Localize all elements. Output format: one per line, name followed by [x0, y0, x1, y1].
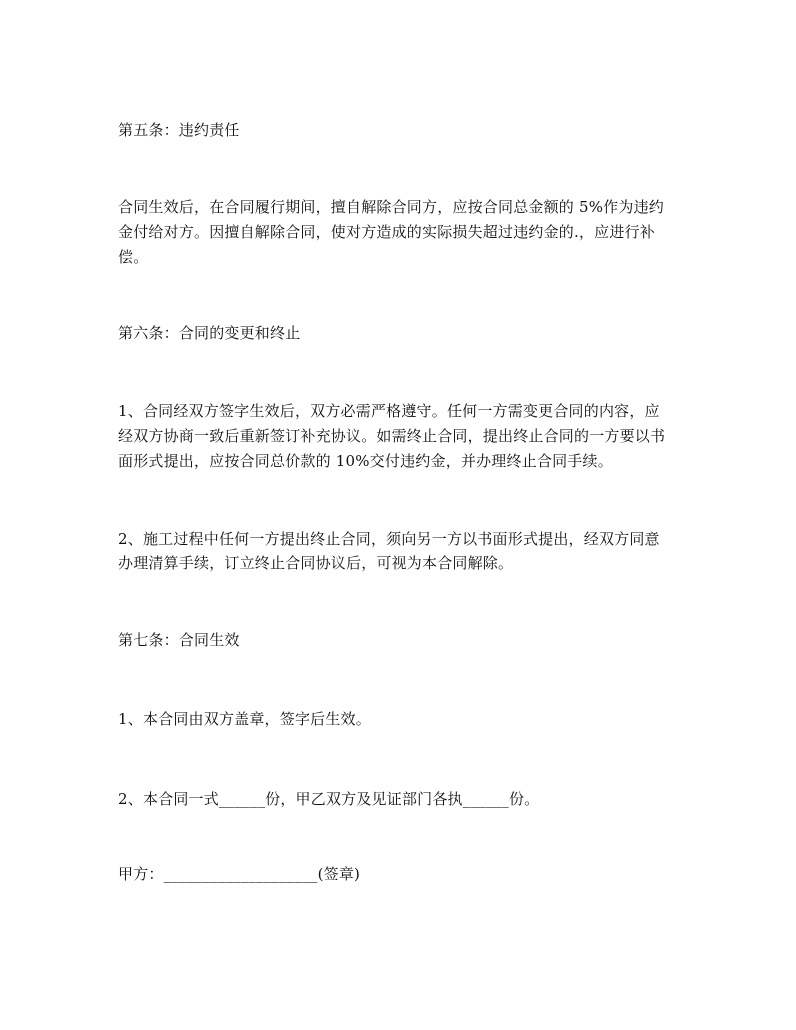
- section-5-paragraph-line-2: 金付给对方。因擅自解除合同，使对方造成的实际损失超过违约金的.，应进行补: [118, 223, 655, 241]
- section-7-item-1: 1、本合同由双方盖章，签字后生效。: [118, 710, 371, 728]
- section-7-heading: 第七条：合同生效: [118, 631, 240, 649]
- section-6-item-1-line-2: 经双方协商一致后重新签订补充协议。如需终止合同，提出终止合同的一方要以书: [118, 427, 666, 445]
- section-7-item-2: 2、本合同一式______份，甲乙双方及见证部门各执______份。: [118, 790, 540, 808]
- section-6-item-2-line-1: 2、施工过程中任何一方提出终止合同，须向另一方以书面形式提出，经双方同意: [118, 530, 660, 548]
- section-6-item-2-line-2: 办理清算手续，订立终止合同协议后，可视为本合同解除。: [118, 554, 514, 572]
- section-5-heading: 第五条：违约责任: [118, 121, 240, 139]
- section-6-item-1-line-3: 面形式提出，应按合同总价款的 10%交付违约金，并办理终止合同手续。: [118, 452, 613, 470]
- section-6-heading: 第六条：合同的变更和终止: [118, 324, 301, 342]
- party-a-signature-line: 甲方：____________________(签章): [118, 865, 361, 883]
- section-6-item-1-line-1: 1、合同经双方签字生效后，双方必需严格遵守。任何一方需变更合同的内容，应: [118, 402, 660, 420]
- section-5-paragraph-line-3: 偿。: [118, 248, 149, 266]
- section-5-paragraph-line-1: 合同生效后，在合同履行期间，擅自解除合同方，应按合同总金额的 5%作为违约: [118, 198, 664, 216]
